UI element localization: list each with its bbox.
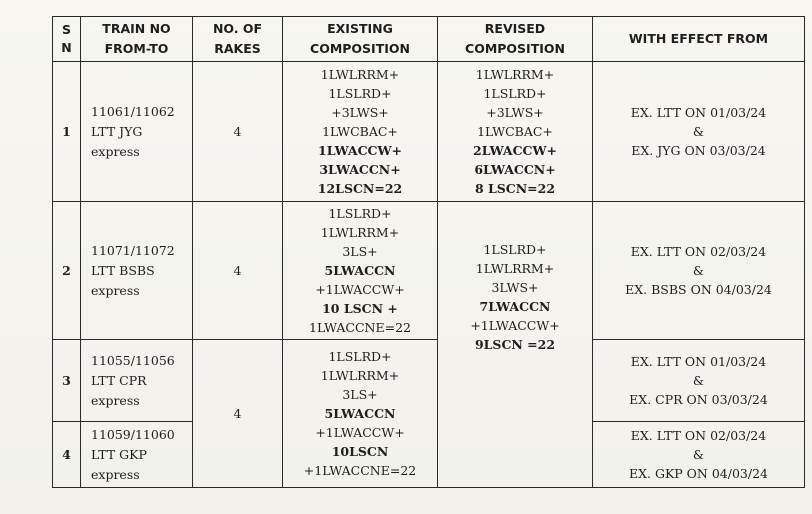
revised-cell-shared <box>438 202 593 488</box>
train-route: LTT BSBS <box>91 262 155 278</box>
rakes-cell: 4 <box>193 202 283 340</box>
table-row <box>53 62 805 202</box>
effect-cell <box>593 202 805 340</box>
composition-line: 10 LSCN + <box>322 301 398 316</box>
header-existing <box>283 17 438 62</box>
composition-line: 1LWACCW+ <box>318 143 402 158</box>
existing-cell-shared <box>283 340 438 488</box>
composition-line: 3LWS+ <box>491 279 539 295</box>
effect-line: & <box>692 373 705 388</box>
composition-line: +3LWS+ <box>331 105 389 120</box>
header-revised-line: REVISED <box>484 21 546 36</box>
row-sn: 1 <box>53 62 81 202</box>
row-sn: 3 <box>53 340 81 422</box>
train-cell <box>81 340 193 422</box>
header-revised-line: COMPOSITION <box>465 41 565 56</box>
existing-cell <box>283 202 438 340</box>
header-effect: WITH EFFECT FROM <box>593 17 805 62</box>
composition-line: 1LWACCNE=22 <box>309 320 411 335</box>
rakes-cell-shared: 4 <box>193 340 283 488</box>
header-rakes-line: RAKES <box>214 41 261 56</box>
composition-line: 12LSCN=22 <box>317 181 403 196</box>
revised-cell <box>438 62 593 202</box>
composition-line: 5LWACCN <box>324 263 396 278</box>
effect-line: EX. LTT ON 01/03/24 <box>630 105 767 120</box>
composition-line: 1LSLRD+ <box>328 349 392 364</box>
header-sn-line: N <box>61 40 72 55</box>
table-row <box>53 202 805 340</box>
effect-line: EX. CPR ON 03/03/24 <box>629 392 768 407</box>
row-sn: 4 <box>53 422 81 488</box>
header-train <box>81 17 193 62</box>
train-cell <box>81 62 193 202</box>
rakes-cell: 4 <box>193 62 283 202</box>
train-number: 11071/11072 <box>91 242 175 258</box>
effect-line: & <box>692 447 705 462</box>
composition-line: 2LWACCW+ <box>473 143 557 158</box>
train-type: express <box>91 392 140 408</box>
effect-cell <box>593 340 805 422</box>
header-sn <box>53 17 81 62</box>
composition-line: +1LWACCNE=22 <box>303 463 417 478</box>
composition-line: 1LWLRRM+ <box>320 368 400 383</box>
composition-line: 1LWLRRM+ <box>475 67 555 82</box>
effect-cell <box>593 422 805 488</box>
header-train-line: TRAIN NO <box>102 21 171 36</box>
composition-line: 1LSLRD+ <box>328 206 392 221</box>
train-number: 11061/11062 <box>91 103 175 119</box>
composition-line: 9LSCN =22 <box>474 336 556 352</box>
composition-line: +3LWS+ <box>486 105 544 120</box>
train-route: LTT CPR <box>91 372 147 388</box>
header-rakes <box>193 17 283 62</box>
table-row <box>53 340 805 422</box>
composition-line: +1LWACCW+ <box>470 317 560 333</box>
composition-line: 8 LSCN=22 <box>474 181 556 196</box>
composition-line: 1LSLRD+ <box>328 86 392 101</box>
effect-line: EX. JYG ON 03/03/24 <box>631 143 766 158</box>
train-route: LTT JYG <box>91 123 143 139</box>
header-revised <box>438 17 593 62</box>
effect-line: & <box>692 263 705 278</box>
existing-cell <box>283 62 438 202</box>
train-type: express <box>91 466 140 482</box>
composition-line: 1LSLRD+ <box>483 241 547 257</box>
effect-line: EX. BSBS ON 04/03/24 <box>625 282 772 297</box>
effect-line: EX. LTT ON 02/03/24 <box>630 244 767 259</box>
composition-line: +1LWACCW+ <box>315 282 405 297</box>
train-number: 11059/11060 <box>91 426 175 442</box>
composition-line: 3LS+ <box>342 244 378 259</box>
composition-line: 10LSCN <box>331 444 389 459</box>
effect-cell <box>593 62 805 202</box>
composition-line: 5LWACCN <box>324 406 396 421</box>
train-type: express <box>91 143 140 159</box>
composition-line: 1LSLRD+ <box>483 86 547 101</box>
effect-line: EX. LTT ON 02/03/24 <box>630 428 767 443</box>
header-row <box>53 17 805 62</box>
composition-line: 7LWACCN <box>479 298 551 314</box>
composition-line: 1LWCBAC+ <box>477 124 553 139</box>
train-cell <box>81 202 193 340</box>
composition-line: +1LWACCW+ <box>315 425 405 440</box>
train-route: LTT GKP <box>91 446 147 462</box>
composition-line: 3LWACCN+ <box>319 162 401 177</box>
train-type: express <box>91 282 140 298</box>
train-number: 11055/11056 <box>91 352 175 368</box>
composition-line: 6LWACCN+ <box>474 162 556 177</box>
composition-table <box>52 16 805 488</box>
composition-line: 1LWLRRM+ <box>320 67 400 82</box>
header-rakes-line: NO. OF <box>212 21 263 36</box>
row-sn: 2 <box>53 202 81 340</box>
composition-line: 3LS+ <box>342 387 378 402</box>
effect-line: EX. GKP ON 04/03/24 <box>629 466 768 481</box>
composition-line: 1LWLRRM+ <box>320 225 400 240</box>
header-existing-line: EXISTING <box>327 21 393 36</box>
header-sn-line: S <box>61 22 71 37</box>
effect-line: EX. LTT ON 01/03/24 <box>630 354 767 369</box>
header-train-line: FROM-TO <box>104 41 169 56</box>
train-cell <box>81 422 193 488</box>
composition-line: 1LWLRRM+ <box>475 260 555 276</box>
effect-line: & <box>692 124 705 139</box>
composition-line: 1LWCBAC+ <box>322 124 398 139</box>
header-existing-line: COMPOSITION <box>310 41 410 56</box>
